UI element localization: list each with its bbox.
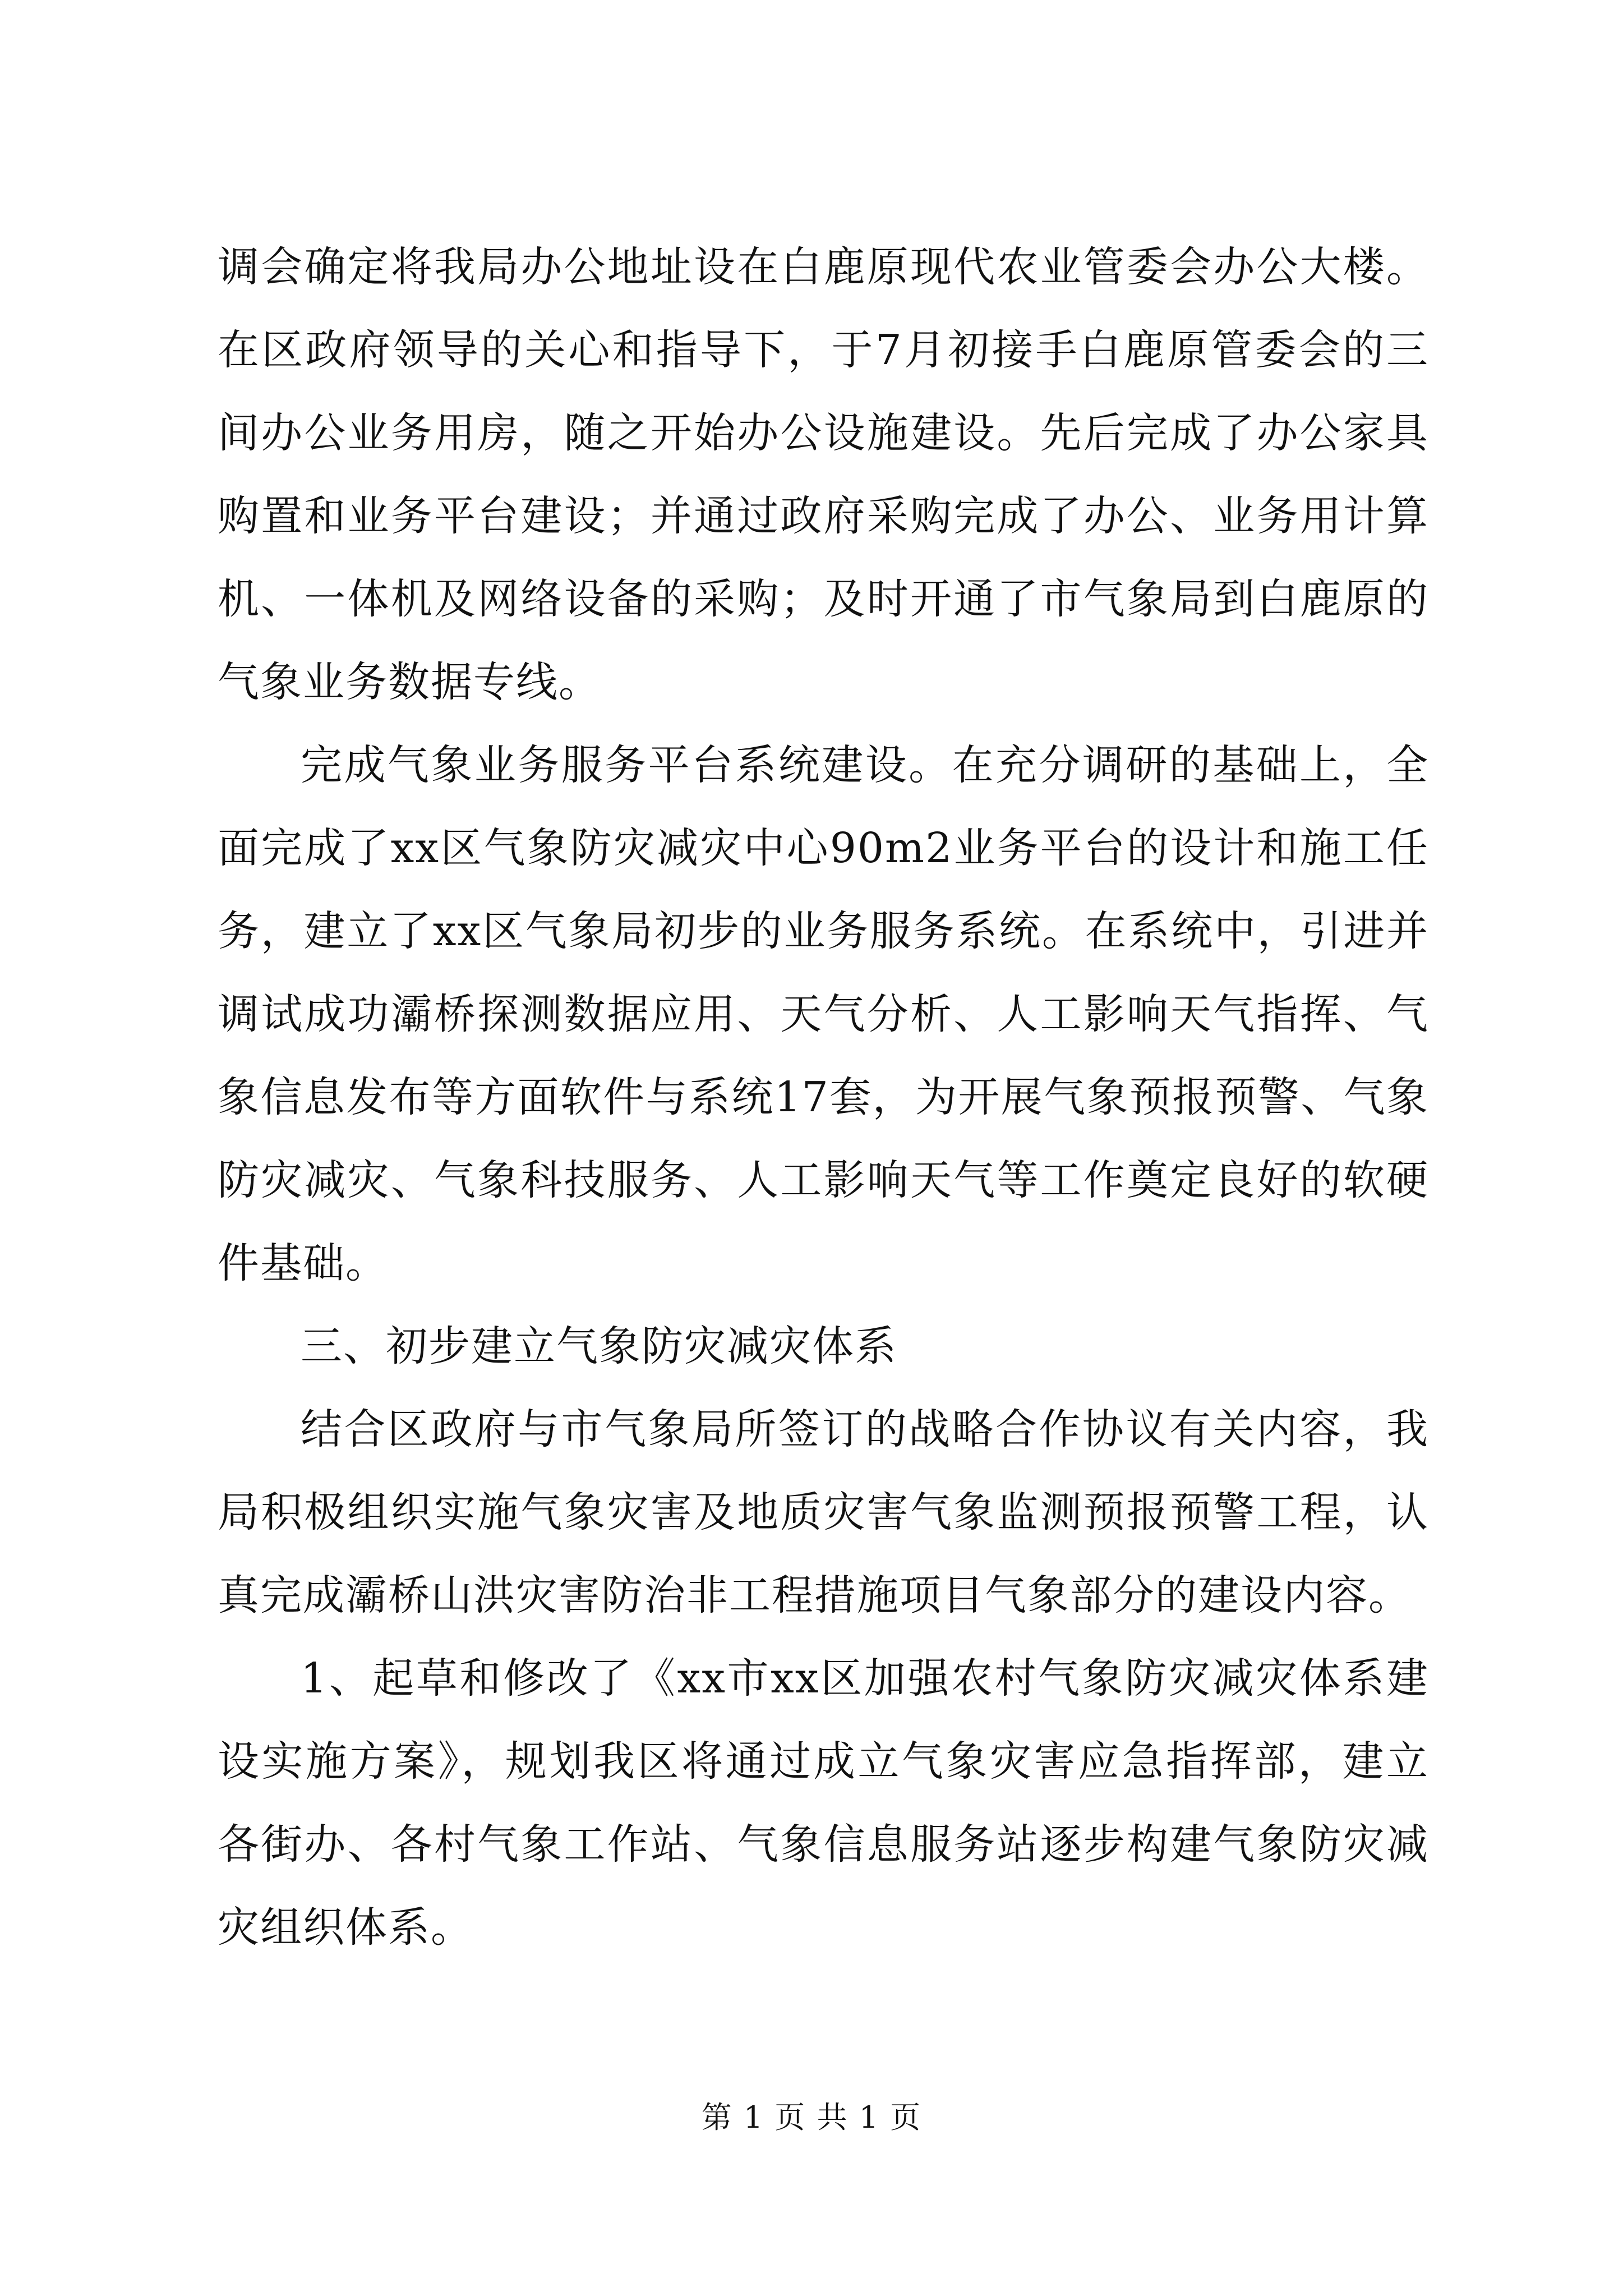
document-body (218, 226, 1429, 1969)
paragraph-4: 1、起草和修改了《xx市xx区加强农村气象防灾减灾体系建设实施方案》，规划我区将通过成立气象灾害应急指挥部，建立各街办、各村气象工作站、气象信息服务站逐步构建气象防灾减灾组织体系。 (218, 1654, 1429, 1952)
paragraph-2: 完成气象业务服务平台系统建设。在充分调研的基础上，全面完成了xx区气象防灾减灾中心90m2业务平台的设计和施工任务，建立了xx区气象局初步的业务服务系统。在系统中，引进并调试成功灞桥探测数据应用、天气分析、人工影响天气指挥、气象信息发布等方面软件与系统17套，为开展气象预报预警、气象防灾减灾、气象科技服务、人工影响天气等工作奠定良好的软硬件基础。 (218, 741, 1429, 1287)
paragraph-1: 调会确定将我局办公地址设在白鹿原现代农业管委会办公大楼。在区政府领导的关心和指导下，于7月初接手白鹿原管委会的三间办公业务用房，随之开始办公设施建设。先后完成了办公家具购置和业务平台建设；并通过政府采购完成了办公、业务用计算机、一体机及网络设备的采购；及时开通了市气象局到白鹿原的气象业务数据专线。 (218, 243, 1429, 706)
section-heading: 三、初步建立气象防灾减灾体系 (301, 1322, 897, 1370)
page-footer: 第 1 页 共 1 页 (701, 2100, 922, 2135)
paragraph-3: 结合区政府与市气象局所签订的战略合作协议有关内容，我局积极组织实施气象灾害及地质灾害气象监测预报预警工程，认真完成灞桥山洪灾害防治非工程措施项目气象部分的建设内容。 (218, 1405, 1429, 1619)
